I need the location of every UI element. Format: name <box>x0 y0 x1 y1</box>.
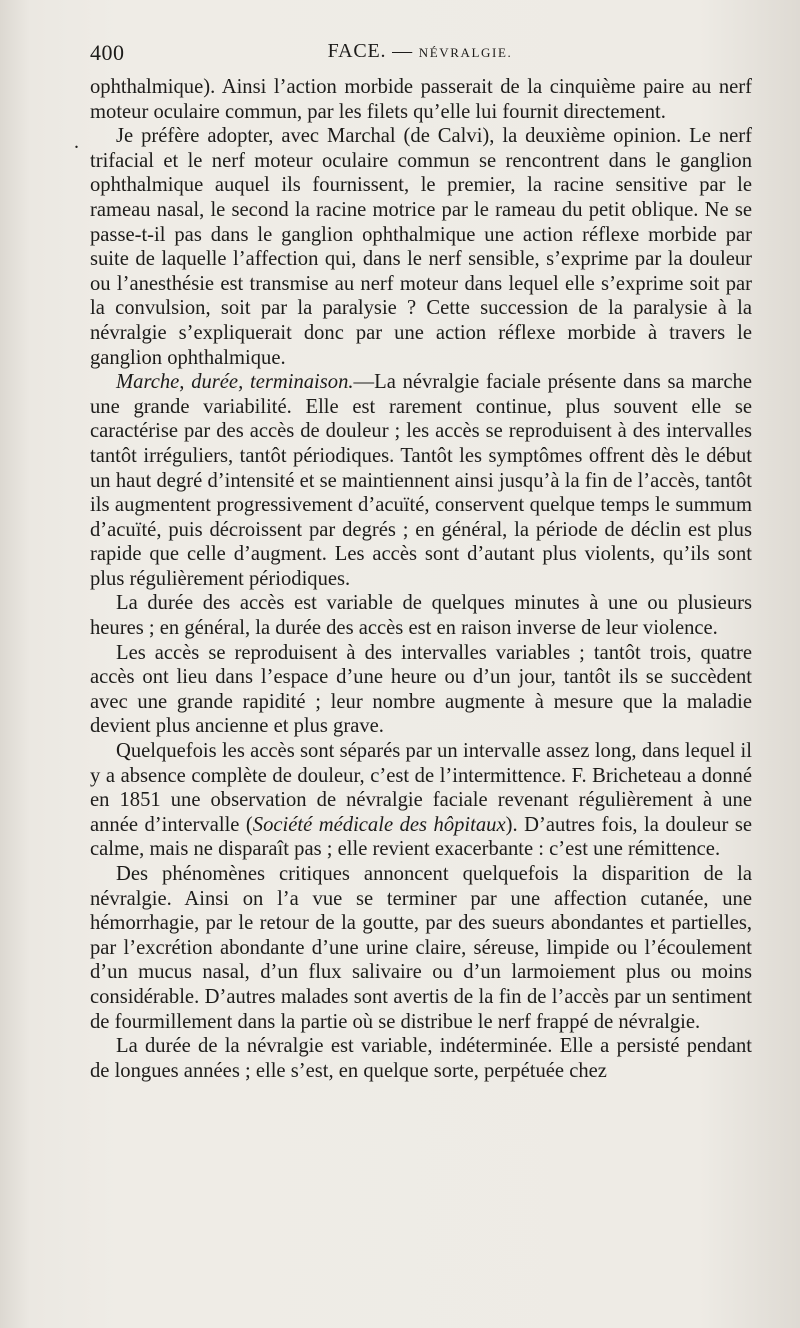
body-text <box>90 75 752 1083</box>
paragraph: Quelquefois les accès sont séparés par un intervalle assez long, dans lequel il y a absence complète de douleur, c’est de l’intermittence. F. Bricheteau a donné en 1851 une observation de névralgie faciale revenant régulièrement à une année d’intervalle (Société médicale des hôpitaux). D’autres fois, la douleur se calme, mais ne disparaît pas ; elle revient exacerbante : c’est une rémittence. <box>90 740 752 861</box>
paragraph: La durée des accès est variable de quelques minutes à une ou plusieurs heures ; en général, la durée des accès est en raison inverse de leur violence. <box>90 592 752 640</box>
paragraph: Marche, durée, terminaison.—La névralgie faciale présente dans sa marche une grande variabilité. Elle est rarement continue, plus souvent elle se caractérise par des accès de douleur ; les accès se reproduisent à des intervalles tantôt irréguliers, tantôt périodiques. Tantôt les symptômes offrent dès le début un haut degré d’intensité et se maintiennent ainsi jusqu’à la fin de l’accès, tantôt ils augmentent progressivement d’acuïté, conservent quelque temps le summum d’acuïté, puis décroissent par degrés ; en général, la période de déclin est plus rapide que celle d’augment. Les accès sont d’autant plus violents, qu’ils sont plus régulièrement périodiques. <box>90 371 752 590</box>
paragraph: Les accès se reproduisent à des intervalles variables ; tantôt trois, quatre accès ont lieu dans l’espace d’une heure ou d’un jour, tantôt ils se succèdent avec une grande rapidité ; leur nombre augmente à mesure que la maladie devient plus ancienne et plus grave. <box>90 641 752 738</box>
paragraph: La durée de la névralgie est variable, indéterminée. Elle a persisté pendant de longues années ; elle s’est, en quelque sorte, perpétuée chez <box>90 1035 752 1082</box>
paragraph: Je préfère adopter, avec Marchal (de Calvi), la deuxième opinion. Le nerf trifacial et le nerf moteur oculaire commun se rencontrent dans le ganglion ophthalmique auquel ils fournissent, le premier, la racine sensitive par le rameau nasal, le second la racine motrice par le rameau du petit oblique. Ne se passe-t-il pas dans le ganglion ophthalmique une action réflexe morbide par suite de laquelle l’affection qui, dans le nerf sensible, s’exprime par la douleur ou l’anesthésie est transmise au nerf moteur dans lequel elle s’exprime soit par la convulsion, soit par la paralysie ? Cette succession de la paralysie à la névralgie s’expliquerait donc par une action réflexe morbide à travers le ganglion ophthalmique. <box>90 125 752 369</box>
page-header <box>90 40 750 74</box>
section-lead: Marche, durée, terminaison. <box>116 371 354 394</box>
running-head-subtitle: NÉVRALGIE. <box>418 45 513 60</box>
citation: Société médicale des hôpitaux <box>252 813 506 836</box>
margin-mark: . <box>74 131 79 153</box>
paragraph: Des phénomènes critiques annoncent quelquefois la disparition de la névralgie. Ainsi on l’a vue se terminer par une affection cutanée, une hémorrhagie, par le retour de la goutte, par des sueurs abondantes et partielles, par l’excrétion abondante d’une urine claire, séreuse, limpide ou l’écoulement d’un mucus nasal, d’un flux salivaire ou d’un larmoiement plus ou moins considérable. D’autres malades sont avertis de la fin de l’accès par un sentiment de fourmillement dans la partie où se distribue le nerf frappé de névralgie. <box>90 863 752 1033</box>
running-head <box>90 40 750 63</box>
page-number: 400 <box>90 40 125 65</box>
running-head-title: FACE. <box>327 40 387 62</box>
paragraph: ophthalmique). Ainsi l’action morbide passerait de la cinquième paire au nerf moteur oculaire commun, par les filets qu’elle lui fournit directement. <box>90 76 752 123</box>
running-head-separator: — <box>386 40 419 62</box>
